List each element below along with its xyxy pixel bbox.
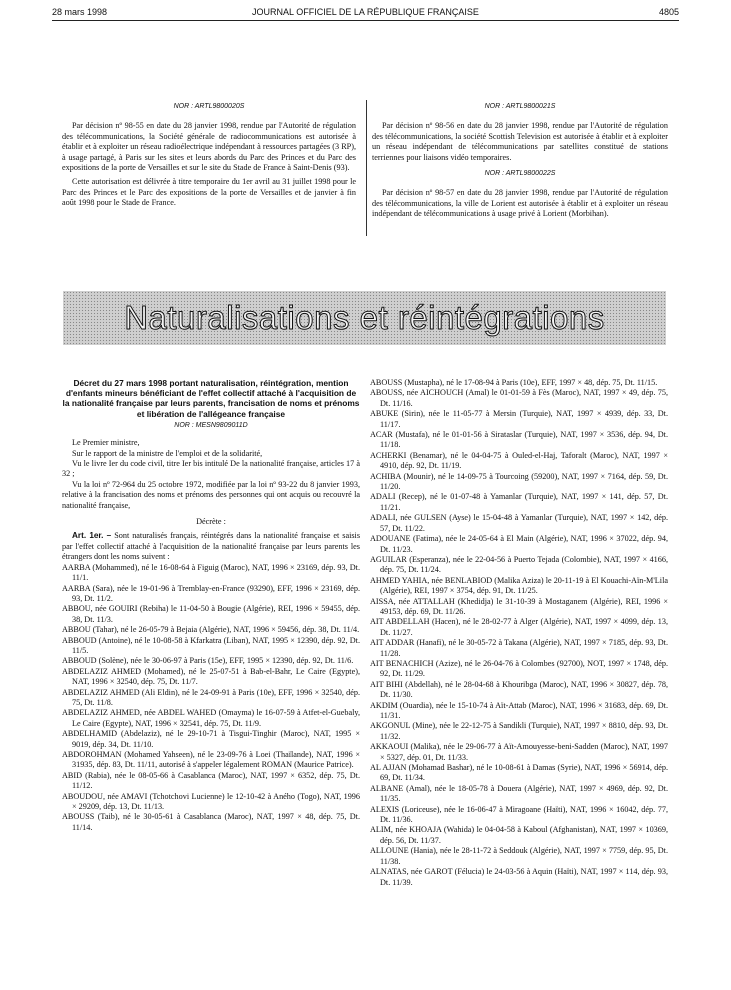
- list-item: ABOUSS (Taib), né le 30-05-61 à Casablanca (Maroc), NAT, 1997 × 48, dép. 75, Dt. 11/14.: [62, 812, 360, 832]
- list-item: ALEXIS (Loriceuse), née le 16-06-47 à Miragoane (Haïti), NAT, 1996 × 16042, dép. 77, Dt. 11/36.: [370, 804, 668, 825]
- list-item: AHMED YAHIA, née BENLABIOD (Malika Aziza) le 20-11-19 à El Kouachi-Aïn-M'Lila (Algérie), REI, 1997 × 3754, dép. 91, Dt. 11/25.: [370, 575, 668, 596]
- list-item: ACHERKI (Benamar), né le 04-04-75 à Ouled-el-Haj, Taforalt (Maroc), NAT, 1997 × 4910, dép. 92, Dt. 11/19.: [370, 450, 668, 471]
- decision-paragraph: Cette autorisation est délivrée à titre temporaire du 1er avril au 31 juillet 1998 pour le Parc des Princes et le Parc des expositions de la porte de Versailles et de janvier à fin août 1998 pour le Stade de France.: [62, 177, 356, 208]
- list-item: ABDOROHMAN (Mohamed Yahseen), né le 23-09-76 à Loei (Thaïlande), NAT, 1996 × 31935, dép. 83, Dt. 11/11, autorisé à s'appeler légalement ROMAN (Maurice Patrice).: [62, 750, 360, 770]
- nor-reference: NOR : ARTL9800021S: [484, 103, 556, 110]
- list-item: ABDELAZIZ AHMED, née ABDEL WAHED (Omayma) le 16-07-59 à Atfet-el-Guebaly, Le Caire (Egypte), NAT, 1996 × 32541, dép. 75, Dt. 11/9.: [62, 708, 360, 728]
- list-item: AIT BENACHICH (Azize), né le 26-04-76 à Colombes (92700), NOT, 1997 × 1748, dép. 92, Dt. 11/29.: [370, 658, 668, 679]
- decree-title: Décret du 27 mars 1998 portant naturalisation, réintégration, mention d'enfants mineurs bénéficiant de l'effet collectif attaché à l'acquisition de la nationalité française par leurs parents, francisation de noms et prénoms et libération de l'allégeance française: [62, 378, 360, 419]
- list-item: ABOUDOU, née AMAVI (Tchotchovi Lucienne) le 12-10-42 à Aného (Togo), NAT, 1996 × 29209, dép. 13, Dt. 11/13.: [62, 791, 360, 812]
- list-item: ALIM, née KHOAJA (Wahida) le 04-04-58 à Kaboul (Afghanistan), NAT, 1997 × 10369, dép. 56, Dt. 11/37.: [370, 825, 668, 845]
- list-item: ALBANE (Amal), née le 18-05-78 à Douera (Algérie), NAT, 1997 × 4969, dép. 92, Dt. 11/35.: [370, 783, 668, 804]
- top-right-column: [372, 102, 668, 224]
- list-item: ALLOUNE (Hania), née le 28-11-72 à Seddouk (Algérie), NAT, 1997 × 7759, dép. 95, Dt. 11/38.: [370, 846, 668, 866]
- list-item: ACHIBA (Mounir), né le 14-09-75 à Tourcoing (59200), NAT, 1997 × 7164, dép. 59, Dt. 11/20.: [370, 471, 668, 492]
- column-separator: [366, 100, 367, 236]
- article-1: [62, 531, 360, 562]
- naturalisation-list-column: [370, 378, 668, 888]
- list-item: AKKAOUI (Malika), née le 29-06-77 à Aït-Amouyesse-beni-Sadden (Maroc), NAT, 1997 × 5327, dép. 01, Dt. 11/33.: [370, 742, 668, 762]
- decision-paragraph: Par décision nº 98-57 en date du 28 janvier 1998, rendue par l'Autorité de régulation des télécommunications, la ville de Lorient est autorisée à établir et à exploiter un réseau indépendant de télécommunications à usage privé à Lorient (Morbihan).: [372, 188, 668, 219]
- nor-reference: NOR : ARTL9800022S: [484, 170, 556, 178]
- header-date: 28 mars 1998: [52, 7, 108, 17]
- decision-paragraph: Par décision nº 98-56 en date du 28 janvier 1998, rendue par l'Autorité de régulation des télécommunications, la société Scottish Television est autorisée à établir et à exploiter un réseau indépendant de télécommunications par satellites constitué de stations terriennes pour liaisons vidéo temporaires.: [372, 121, 668, 162]
- list-item: ALNATAS, née GAROT (Félucia) le 24-03-56 à Aquin (Haïti), NAT, 1997 × 114, dép. 93, Dt. 11/39.: [370, 867, 668, 887]
- list-item: ABBOU (Tahar), né le 26-05-79 à Bejaia (Algérie), NAT, 1996 × 59456, dép. 38, Dt. 11/4.: [62, 625, 360, 635]
- list-item: ABDELAZIZ AHMED (Mohamed), né le 25-07-51 à Bab-el-Bahr, Le Caire (Egypte), NAT, 1996 × 32540, dép. 75, Dt. 11/7.: [62, 666, 360, 687]
- header-rule: [52, 20, 679, 21]
- decree-column: [62, 378, 360, 833]
- decree-intro: Vu le livre Ier du code civil, titre Ier bis intitulé De la nationalité française, articles 17 à 32 ;: [62, 459, 360, 479]
- list-item: AKDIM (Ouardia), née le 15-10-74 à Aït-Attab (Maroc), NAT, 1996 × 31683, dép. 69, Dt. 11/31.: [370, 700, 668, 720]
- list-item: ABUKE (Sirin), née le 11-05-77 à Mersin (Turquie), NAT, 1997 × 4939, dép. 33, Dt. 11/17.: [370, 409, 668, 429]
- journal-title: JOURNAL OFFICIEL DE LA RÉPUBLIQUE FRANÇAISE: [252, 7, 479, 17]
- decrete-label: Décrète :: [196, 517, 226, 527]
- decree-intro: Sur le rapport de la ministre de l'emploi et de la solidarité,: [72, 448, 263, 458]
- list-item: ABOUSS (Mustapha), né le 17-08-94 à Paris (10e), EFF, 1997 × 48, dép. 75, Dt. 11/15.: [370, 378, 658, 387]
- decree-intro: Le Premier ministre,: [72, 438, 140, 448]
- page-number: 4805: [658, 7, 679, 17]
- list-item: AGUILAR (Esperanza), née le 22-04-56 à Puerto Tejada (Colombie), NAT, 1997 × 4166, dép. 75, Dt. 11/24.: [370, 554, 668, 575]
- list-item: ABBOUD (Solène), née le 30-06-97 à Paris (15e), EFF, 1995 × 12390, dép. 92, Dt. 11/6.: [62, 656, 354, 666]
- running-header: [0, 0, 731, 20]
- nor-reference: NOR : ARTL9800020S: [173, 103, 245, 110]
- list-item: ABBOU, née GOUIRI (Rebiha) le 11-04-50 à Bougie (Algérie), REI, 1996 × 59455, dép. 38, Dt. 11/3.: [62, 604, 360, 624]
- list-item: AL AJJAN (Mohamad Bashar), né le 10-08-61 à Damas (Syrie), NAT, 1996 × 56914, dép. 69, Dt. 11/34.: [370, 763, 668, 783]
- naturalisation-list: [62, 563, 360, 834]
- nor-reference: NOR : MESN9809011D: [174, 421, 248, 429]
- list-item: ADOUANE (Fatima), née le 24-05-64 à El Main (Algérie), NAT, 1996 × 37022, dép. 94, Dt. 11/23.: [370, 534, 668, 554]
- decree-intro: Vu la loi nº 72-964 du 25 octobre 1972, modifiée par la loi nº 93-22 du 8 janvier 1993, relative à la francisation des noms et prénoms des personnes qui ont acquis ou recouvré la nationalité française,: [62, 479, 360, 510]
- list-item: AISSA, née ATTALLAH (Khedidja) le 31-10-39 à Mostaganem (Algérie), REI, 1996 × 49153, dép. 69, Dt. 11/26.: [370, 596, 668, 616]
- decision-paragraph: Par décision nº 98-55 en date du 28 janvier 1998, rendue par l'Autorité de régulation des télécommunications, la Société générale de radiocommunications est autorisée à établir et à exploiter un réseau radioélectrique indépendant à ressources partagées (3 RP), à usage partagé, à Paris sur les sites et leurs abords du Parc des Princes et du Parc des expositions de la porte de Versailles et sur le site du Stade de France à Saint-Denis (93).: [62, 121, 356, 173]
- article-label: Art. 1er. –: [72, 531, 112, 541]
- list-item: AIT BIHI (Abdellah), né le 28-04-68 à Khouribga (Maroc), NAT, 1996 × 30827, dép. 78, Dt. 11/30.: [370, 679, 668, 700]
- list-item: AARBA (Mohammed), né le 16-08-64 à Figuig (Maroc), NAT, 1996 × 23169, dép. 93, Dt. 11/1.: [62, 562, 360, 583]
- list-item: ADALI (Recep), né le 01-07-48 à Yamanlar (Turquie), NAT, 1997 × 141, dép. 57, Dt. 11/21.: [370, 492, 668, 512]
- list-item: AIT ADDAR (Hanafi), né le 30-05-72 à Takana (Algérie), NAT, 1997 × 7185, dép. 93, Dt. 11/28.: [370, 638, 668, 658]
- list-item: ABDELHAMID (Abdelaziz), né le 29-10-71 à Tisgui-Tinghir (Maroc), NAT, 1995 × 9019, dép. 34, Dt. 11/10.: [62, 729, 360, 749]
- article-text: Sont naturalisés français, réintégrés dans la nationalité française et saisis par l'effet collectif attaché à l'acquisition de la nationalité française par leurs parents les étrangers dont les noms suivent :: [62, 531, 361, 562]
- list-item: ABDELAZIZ AHMED (Ali Eldin), né le 24-09-91 à Paris (10e), EFF, 1996 × 32540, dép. 75, Dt. 11/8.: [62, 687, 360, 707]
- list-item: AIT ABDELLAH (Hacen), né le 28-02-77 à Alger (Algérie), NAT, 1997 × 4099, dép. 13, Dt. 11/27.: [370, 617, 668, 637]
- list-item: ACAR (Mustafa), né le 01-01-56 à Sirataslar (Turquie), NAT, 1997 × 3536, dép. 94, Dt. 11/18.: [370, 430, 668, 450]
- section-title: Naturalisations et réintégrations: [124, 299, 605, 336]
- list-item: AARBA (Sara), née le 19-01-96 à Tremblay-en-France (93290), EFF, 1996 × 23169, dép. 93, Dt. 11/2.: [62, 583, 360, 603]
- naturalisation-list: [370, 378, 668, 888]
- list-item: ABID (Rabia), née le 08-05-66 à Casablanca (Maroc), NAT, 1997 × 6352, dép. 75, Dt. 11/12.: [62, 770, 360, 791]
- top-left-column: [62, 102, 356, 213]
- list-item: AKGONUL (Mine), née le 22-12-75 à Sandikli (Turquie), NAT, 1997 × 8810, dép. 93, Dt. 11/32.: [370, 721, 668, 741]
- list-item: ABOUSS, née AICHOUCH (Amal) le 01-01-59 à Fès (Maroc), NAT, 1997 × 49, dép. 75, Dt. 11/16.: [370, 388, 668, 408]
- list-item: ABBOUD (Antoine), né le 10-08-58 à Kfarkatra (Liban), NAT, 1995 × 12390, dép. 92, Dt. 11/5.: [62, 635, 360, 655]
- list-item: ADALI, née GULSEN (Ayse) le 15-04-48 à Yamanlar (Turquie), NAT, 1997 × 142, dép. 57, Dt. 11/22.: [370, 513, 668, 533]
